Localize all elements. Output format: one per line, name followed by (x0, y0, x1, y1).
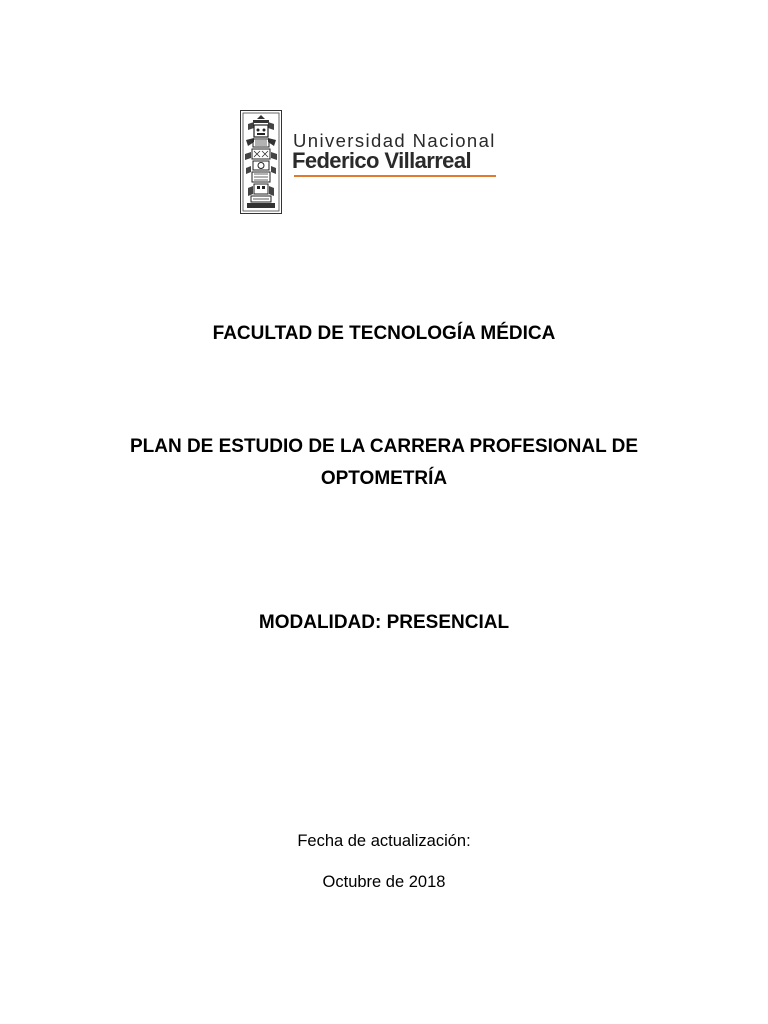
logo-university-line: Universidad Nacional (293, 130, 496, 151)
modality-title: MODALIDAD: PRESENCIAL (258, 612, 510, 633)
faculty-title: FACULTAD DE TECNOLOGÍA MÉDICA (212, 323, 556, 344)
university-logo (240, 110, 510, 216)
pre-columbian-emblem-icon (240, 110, 282, 214)
plan-title-line-2: OPTOMETRÍA (320, 468, 448, 489)
logo-accent-rule (294, 175, 496, 177)
update-date-label: Fecha de actualización: (297, 832, 471, 850)
plan-title-line-1: PLAN DE ESTUDIO DE LA CARRERA PROFESIONAL DE (129, 436, 639, 457)
logo-name-line: Federico Villarreal (292, 148, 471, 173)
update-date-value: Octubre de 2018 (322, 873, 446, 891)
